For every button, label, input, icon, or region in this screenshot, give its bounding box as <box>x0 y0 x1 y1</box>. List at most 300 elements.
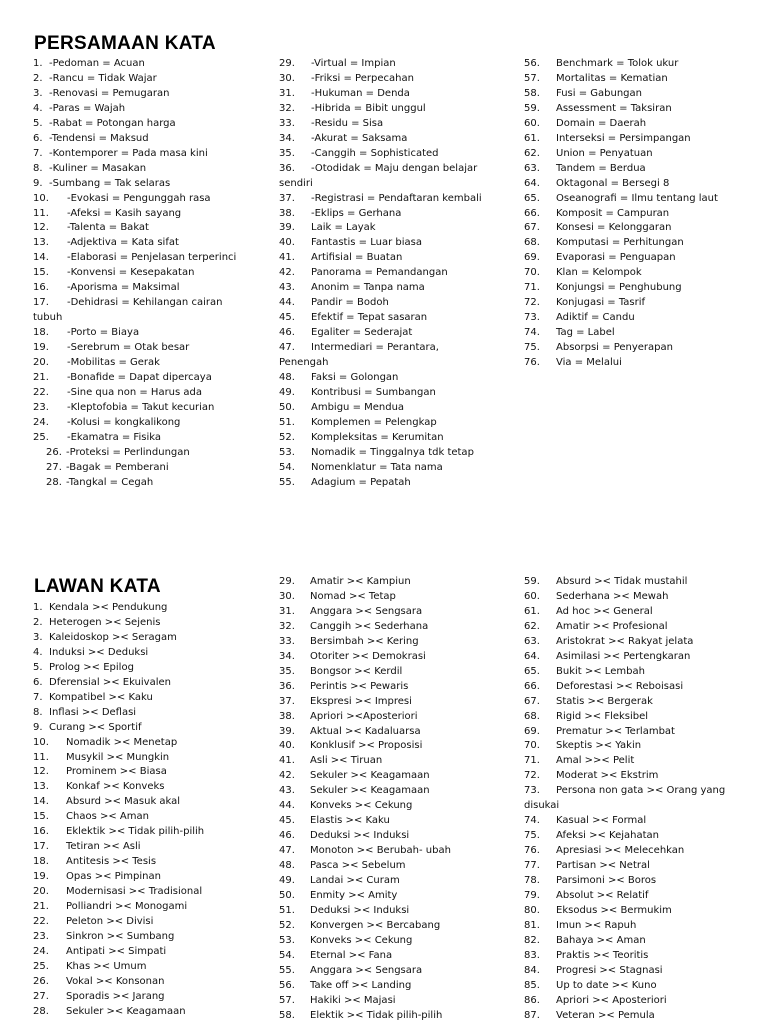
item-text: Prolog >< Epilog <box>49 661 134 673</box>
item-number: 47. <box>279 845 295 857</box>
item-text: Mortalitas = Kematian <box>556 72 668 84</box>
item-number: 70. <box>524 267 540 279</box>
item-number: 2. <box>33 616 43 628</box>
item-text: Apriori >< Aposteriori <box>556 994 667 1006</box>
item-text: Praktis >< Teoritis <box>556 949 649 961</box>
list-item <box>279 476 489 491</box>
item-text: Heterogen >< Sejenis <box>49 616 161 628</box>
item-text: Kompatibel >< Kaku <box>49 691 153 703</box>
list-item <box>33 326 248 341</box>
list-item <box>524 725 739 740</box>
list-item <box>33 401 248 416</box>
item-text: Afeksi >< Kejahatan <box>556 830 660 842</box>
item-number: 62. <box>524 620 540 632</box>
item-number: 56. <box>524 58 540 69</box>
item-text: -Konvensi = Kesepakatan <box>67 267 195 279</box>
item-text: Benchmark = Tolok ukur <box>556 58 679 69</box>
item-text: Sekuler >< Keagamaan <box>66 1005 186 1017</box>
list-item <box>524 769 739 784</box>
item-number: 59. <box>524 576 540 587</box>
item-number: 35. <box>279 147 295 159</box>
list-item <box>279 784 489 799</box>
item-text: -Pedoman = Acuan <box>49 58 145 69</box>
item-number: 37. <box>279 695 295 707</box>
list-item <box>33 461 248 476</box>
list-item <box>279 620 489 635</box>
persamaan-kata-column-2 <box>279 57 489 491</box>
item-number: 28. <box>33 1005 49 1017</box>
item-text: -Hukuman = Denda <box>311 87 410 99</box>
item-number: 15. <box>33 811 49 823</box>
item-text: Nomenklatur = Tata nama <box>311 461 443 473</box>
item-text: Sederhana >< Mewah <box>556 590 669 602</box>
item-text: Up to date >< Kuno <box>556 979 657 991</box>
list-item <box>33 72 248 87</box>
list-item <box>279 147 489 162</box>
item-text: Amatir >< Profesional <box>556 620 668 632</box>
list-item <box>524 620 739 635</box>
item-text: -Aporisma = Maksimal <box>67 282 180 294</box>
list-item <box>33 810 253 825</box>
list-item <box>33 476 248 491</box>
list-item <box>279 132 489 147</box>
list-item <box>524 680 739 695</box>
item-number: 62. <box>524 147 540 159</box>
item-number: 13. <box>33 781 49 793</box>
item-number: 44. <box>279 800 295 812</box>
list-item <box>279 281 489 296</box>
item-text: Amatir >< Kampiun <box>310 576 411 587</box>
item-text: Landai >< Curam <box>310 875 400 887</box>
item-number: 66. <box>524 680 540 692</box>
item-text: Anggara >< Sengsara <box>310 964 423 976</box>
item-number: 23. <box>33 401 49 413</box>
list-item <box>33 900 253 915</box>
list-item <box>524 934 739 949</box>
item-number: 2. <box>33 72 43 84</box>
item-text: Sporadis >< Jarang <box>66 990 165 1002</box>
item-text: Konveks >< Cekung <box>310 934 413 946</box>
item-number: 85. <box>524 979 540 991</box>
item-text: Nomadik >< Menetap <box>66 736 178 748</box>
item-text: Klan = Kelompok <box>556 267 642 279</box>
item-number: 55. <box>279 964 295 976</box>
item-text: Peleton >< Divisi <box>66 916 154 928</box>
item-text: Absurd >< Masuk akal <box>66 796 181 808</box>
item-text: Polliandri >< Monogami <box>66 901 188 913</box>
item-number: 13. <box>33 237 49 249</box>
list-item <box>279 635 489 650</box>
list-item <box>33 102 248 117</box>
list-item <box>524 57 744 72</box>
list-item <box>279 72 489 87</box>
item-number: 18. <box>33 327 49 339</box>
list-item <box>524 281 744 296</box>
item-number: 8. <box>33 162 43 174</box>
item-number: 60. <box>524 590 540 602</box>
item-number: 4. <box>33 102 43 114</box>
item-number: 32. <box>279 620 295 632</box>
item-text: Prominem >< Biasa <box>66 766 167 778</box>
item-text: -Sine qua non = Harus ada <box>67 386 203 398</box>
item-text: Konjugasi = Tasrif <box>556 297 646 309</box>
list-item <box>279 650 489 665</box>
item-number: 70. <box>524 740 540 752</box>
item-number: 6. <box>33 676 43 688</box>
item-number: 22. <box>33 916 49 928</box>
list-item <box>524 177 744 192</box>
list-item <box>33 87 248 102</box>
list-item <box>524 236 744 251</box>
list-item <box>524 575 739 590</box>
item-text: -Kolusi = kongkalikong <box>67 416 181 428</box>
item-text: Konjungsi = Penghubung <box>556 282 682 294</box>
item-text: Kompleksitas = Kerumitan <box>311 431 444 443</box>
item-number: 7. <box>33 147 43 159</box>
list-item <box>33 825 253 840</box>
item-text: -Residu = Sisa <box>311 117 384 129</box>
item-text: Elastis >< Kaku <box>310 815 390 827</box>
item-text: Assessment = Taksiran <box>556 102 672 114</box>
item-number: 1. <box>33 602 43 613</box>
persamaan-kata-column-3 <box>524 57 744 371</box>
item-number: 1. <box>33 58 43 69</box>
item-number: 27. <box>33 990 49 1002</box>
list-item <box>33 765 253 780</box>
list-item <box>33 945 253 960</box>
item-number: 33. <box>279 117 295 129</box>
item-number: 19. <box>33 342 49 354</box>
item-number: 7. <box>33 691 43 703</box>
item-text: Musykil >< Mungkin <box>66 751 170 763</box>
item-number: 40. <box>279 237 295 249</box>
item-text: Egaliter = Sederajat <box>311 327 413 339</box>
item-number: 29. <box>279 58 295 69</box>
item-number: 76. <box>524 357 540 369</box>
item-number: 49. <box>279 875 295 887</box>
list-item <box>524 221 744 236</box>
item-text: -Rancu = Tidak Wajar <box>49 72 157 84</box>
list-item <box>524 147 744 162</box>
item-number: 4. <box>33 646 43 658</box>
list-item <box>33 706 253 721</box>
item-number: 23. <box>33 930 49 942</box>
item-text: Skeptis >< Yakin <box>556 740 642 752</box>
item-number: 31. <box>279 605 295 617</box>
list-item <box>33 661 253 676</box>
item-text: Bahaya >< Aman <box>556 934 646 946</box>
list-item <box>33 296 248 326</box>
item-number: 51. <box>279 904 295 916</box>
list-item <box>524 207 744 222</box>
list-item <box>279 799 489 814</box>
item-number: 54. <box>279 461 295 473</box>
list-item <box>279 605 489 620</box>
item-number: 9. <box>33 721 43 733</box>
item-number: 25. <box>33 431 49 443</box>
item-text: Induksi >< Deduksi <box>49 646 149 658</box>
item-number: 57. <box>279 994 295 1006</box>
list-item <box>279 695 489 710</box>
item-text: -Renovasi = Pemugaran <box>49 87 170 99</box>
list-item <box>524 296 744 311</box>
list-item <box>279 296 489 311</box>
item-number: 45. <box>279 815 295 827</box>
item-number: 71. <box>524 755 540 767</box>
item-number: 52. <box>279 431 295 443</box>
list-item <box>279 889 489 904</box>
list-item <box>33 915 253 930</box>
list-item <box>524 605 739 620</box>
item-text: Moderat >< Ekstrim <box>556 770 659 782</box>
list-item <box>524 87 744 102</box>
item-text: Statis >< Bergerak <box>556 695 653 707</box>
item-number: 30. <box>279 72 295 84</box>
item-number: 16. <box>33 826 49 838</box>
item-text: Via = Melalui <box>556 357 622 369</box>
list-item <box>33 676 253 691</box>
item-text: -Bagak = Pemberani <box>66 461 169 473</box>
list-item <box>33 416 248 431</box>
item-number: 72. <box>524 770 540 782</box>
item-number: 32. <box>279 102 295 114</box>
list-item <box>33 431 248 446</box>
item-number: 59. <box>524 102 540 114</box>
list-item <box>279 311 489 326</box>
list-item <box>524 1009 739 1024</box>
list-item <box>524 650 739 665</box>
list-item <box>279 769 489 784</box>
item-number: 25. <box>33 960 49 972</box>
item-number: 39. <box>279 222 295 234</box>
list-item <box>524 919 739 934</box>
item-text: -Otodidak = Maju dengan belajar sendiri <box>279 162 478 189</box>
list-item <box>279 221 489 236</box>
item-text: Panorama = Pemandangan <box>311 267 448 279</box>
item-number: 68. <box>524 710 540 722</box>
item-text: Oktagonal = Bersegi 8 <box>556 177 670 189</box>
list-item <box>279 829 489 844</box>
list-item <box>279 949 489 964</box>
item-number: 50. <box>279 401 295 413</box>
item-number: 12. <box>33 222 49 234</box>
list-item <box>524 695 739 710</box>
list-item <box>33 236 248 251</box>
item-number: 69. <box>524 252 540 264</box>
item-number: 19. <box>33 871 49 883</box>
list-item <box>279 386 489 401</box>
item-number: 73. <box>524 785 540 797</box>
item-number: 21. <box>33 901 49 913</box>
item-text: Bukit >< Lembah <box>556 665 645 677</box>
item-number: 47. <box>279 342 295 354</box>
list-item <box>33 207 248 222</box>
list-item <box>279 859 489 874</box>
item-number: 48. <box>279 372 295 384</box>
item-number: 29. <box>279 576 295 587</box>
item-number: 40. <box>279 740 295 752</box>
list-item <box>524 964 739 979</box>
item-text: -Kleptofobia = Takut kecurian <box>67 401 215 413</box>
item-number: 36. <box>279 680 295 692</box>
item-number: 71. <box>524 282 540 294</box>
list-item <box>279 814 489 829</box>
list-item <box>524 814 739 829</box>
item-text: Antitesis >< Tesis <box>66 856 157 868</box>
item-number: 54. <box>279 949 295 961</box>
list-item <box>524 665 739 680</box>
list-item <box>33 57 248 72</box>
list-item <box>279 371 489 386</box>
item-text: Prematur >< Terlambat <box>556 725 675 737</box>
item-text: Adagium = Pepatah <box>311 476 411 488</box>
item-text: -Proteksi = Perlindungan <box>66 446 190 458</box>
item-text: Union = Penyatuan <box>556 147 653 159</box>
item-number: 75. <box>524 830 540 842</box>
item-text: Konsesi = Kelonggaran <box>556 222 672 234</box>
list-item <box>279 236 489 251</box>
list-item <box>33 721 253 736</box>
item-number: 68. <box>524 237 540 249</box>
list-item <box>524 784 739 814</box>
list-item <box>279 87 489 102</box>
list-item <box>279 994 489 1009</box>
item-text: Fantastis = Luar biasa <box>311 237 422 249</box>
item-number: 12. <box>33 766 49 778</box>
item-text: Faksi = Golongan <box>311 372 399 384</box>
item-number: 35. <box>279 665 295 677</box>
item-text: -Registrasi = Pendaftaran kembali <box>311 192 482 204</box>
item-number: 42. <box>279 267 295 279</box>
item-number: 30. <box>279 590 295 602</box>
item-text: -Eklips = Gerhana <box>311 207 402 219</box>
item-number: 72. <box>524 297 540 309</box>
item-number: 53. <box>279 934 295 946</box>
list-item <box>33 281 248 296</box>
item-text: Adiktif = Candu <box>556 312 635 324</box>
list-item <box>279 431 489 446</box>
item-number: 11. <box>33 751 49 763</box>
list-item <box>279 446 489 461</box>
item-text: -Tangkal = Cegah <box>66 476 154 488</box>
list-item <box>524 590 739 605</box>
list-item <box>524 326 744 341</box>
item-number: 20. <box>33 357 49 369</box>
list-item <box>524 132 744 147</box>
list-item <box>33 192 248 207</box>
item-text: Asimilasi >< Pertengkaran <box>556 650 691 662</box>
item-number: 31. <box>279 87 295 99</box>
item-text: Intermediari = Perantara, Penengah <box>279 342 439 369</box>
list-item <box>524 754 739 769</box>
item-number: 67. <box>524 695 540 707</box>
item-number: 53. <box>279 446 295 458</box>
item-text: Otoriter >< Demokrasi <box>310 650 426 662</box>
list-item <box>33 1005 253 1020</box>
list-item <box>279 102 489 117</box>
item-text: Veteran >< Pemula <box>556 1009 655 1021</box>
item-text: Canggih >< Sederhana <box>310 620 429 632</box>
list-item <box>33 162 248 177</box>
item-number: 15. <box>33 267 49 279</box>
list-item <box>524 710 739 725</box>
item-text: -Bonafide = Dapat dipercaya <box>67 372 212 384</box>
list-item <box>279 680 489 695</box>
item-text: Persona non gata >< Orang yang disukai <box>524 785 726 812</box>
item-number: 77. <box>524 860 540 872</box>
item-number: 17. <box>33 297 49 309</box>
list-item <box>33 371 248 386</box>
item-text: Monoton >< Berubah- ubah <box>310 845 451 857</box>
lawan-kata-column-2 <box>279 575 489 1024</box>
list-item <box>279 266 489 281</box>
item-number: 33. <box>279 635 295 647</box>
item-text: -Virtual = Impian <box>311 58 396 69</box>
item-text: Eklektik >< Tidak pilih-pilih <box>66 826 205 838</box>
item-number: 79. <box>524 890 540 902</box>
item-text: Anggara >< Sengsara <box>310 605 423 617</box>
item-number: 3. <box>33 631 43 643</box>
item-number: 56. <box>279 979 295 991</box>
list-item <box>279 575 489 590</box>
item-text: Khas >< Umum <box>66 960 147 972</box>
item-number: 49. <box>279 386 295 398</box>
item-text: Bersimbah >< Kering <box>310 635 419 647</box>
list-item <box>279 964 489 979</box>
item-text: Konklusif >< Proposisi <box>310 740 423 752</box>
persamaan-kata-title: PERSAMAAN KATA <box>34 33 216 54</box>
list-item <box>33 117 248 132</box>
item-text: -Sumbang = Tak selaras <box>49 177 171 189</box>
list-item <box>279 57 489 72</box>
list-item <box>279 326 489 341</box>
item-number: 81. <box>524 919 540 931</box>
list-item <box>33 251 248 266</box>
item-text: Deduksi >< Induksi <box>310 830 410 842</box>
item-text: Sekuler >< Keagamaan <box>310 770 430 782</box>
item-number: 37. <box>279 192 295 204</box>
item-text: Progresi >< Stagnasi <box>556 964 663 976</box>
list-item <box>279 710 489 725</box>
item-text: Nomad >< Tetap <box>310 590 396 602</box>
item-text: Kasual >< Formal <box>556 815 647 827</box>
item-text: Aristokrat >< Rakyat jelata <box>556 635 694 647</box>
item-text: Antipati >< Simpati <box>66 945 167 957</box>
list-item <box>524 117 744 132</box>
list-item <box>33 736 253 751</box>
list-item <box>33 975 253 990</box>
item-number: 87. <box>524 1009 540 1021</box>
item-number: 41. <box>279 755 295 767</box>
list-item <box>279 207 489 222</box>
list-item <box>279 874 489 889</box>
list-item <box>33 751 253 766</box>
list-item <box>279 754 489 769</box>
item-text: -Friksi = Perpecahan <box>311 72 414 84</box>
item-number: 3. <box>33 87 43 99</box>
item-number: 69. <box>524 725 540 737</box>
list-item <box>279 461 489 476</box>
lawan-kata-title: LAWAN KATA <box>34 576 161 597</box>
item-text: -Mobilitas = Gerak <box>67 357 160 369</box>
item-number: 83. <box>524 949 540 961</box>
item-number: 27. <box>46 461 62 473</box>
item-text: Perintis >< Pewaris <box>310 680 409 692</box>
item-number: 86. <box>524 994 540 1006</box>
item-text: Oseanografi = Ilmu tentang laut <box>556 192 718 204</box>
list-item <box>524 904 739 919</box>
item-text: Evaporasi = Penguapan <box>556 252 676 264</box>
